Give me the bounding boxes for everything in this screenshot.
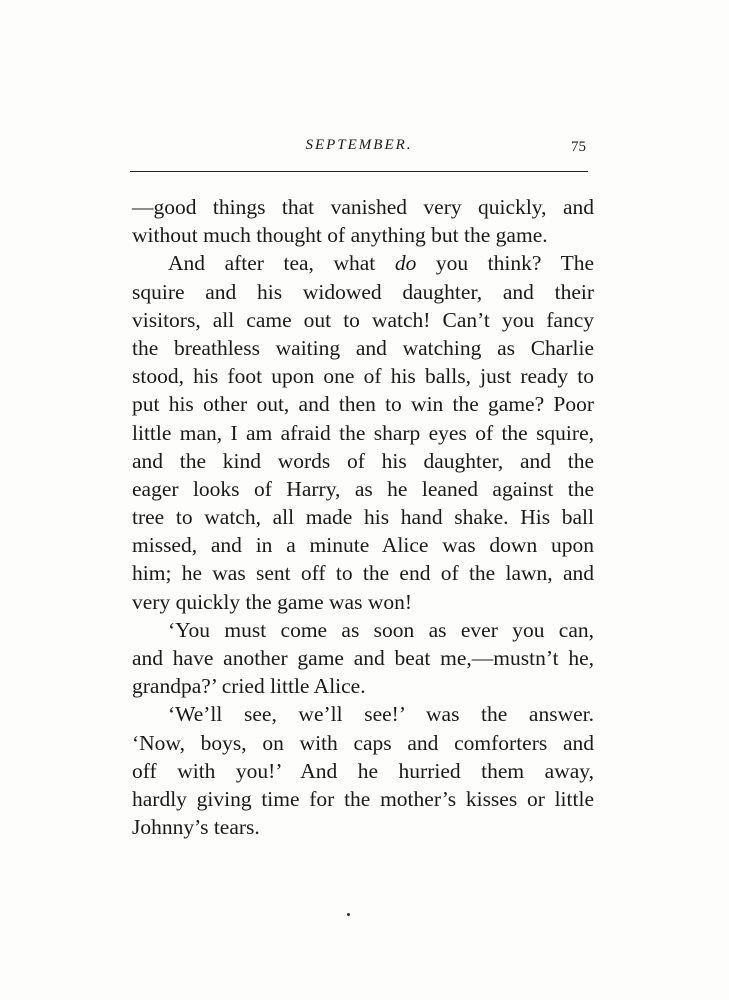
text-segment: And after tea, what — [168, 251, 395, 276]
text-line: eager looks of Harry, as he leaned against the — [132, 476, 594, 501]
text-line: and the kind words of his daughter, and the — [132, 448, 594, 473]
text-line: little man, I am afraid the sharp eyes of the squire, — [132, 420, 594, 445]
text-line: squire and his widowed daughter, and their — [132, 279, 594, 304]
body-text — [132, 193, 594, 841]
text-line: without much thought of anything but the game. — [132, 223, 548, 248]
italic-word: do — [394, 251, 417, 276]
ink-speck — [347, 913, 350, 916]
text-line: stood, his foot upon one of his balls, just ready to — [132, 364, 594, 389]
text-line: ‘We’ll see, we’ll see!’ was the answer. — [168, 702, 594, 727]
text-line: grandpa?’ cried little Alice. — [132, 674, 366, 699]
text-line: tree to watch, all made his hand shake. His ball — [132, 505, 594, 530]
text-line: the breathless waiting and watching as Charlie — [132, 335, 594, 360]
text-line: ‘You must come as soon as ever you can, — [168, 617, 594, 642]
text-line: him; he was sent off to the end of the lawn, and — [132, 561, 594, 586]
text-line: ‘Now, boys, on with caps and comforters and — [132, 730, 594, 755]
text-line: very quickly the game was won! — [132, 589, 413, 614]
text-line: put his other out, and then to win the game? Poor — [132, 392, 594, 417]
running-title: SEPTEMBER. — [305, 137, 413, 153]
text-line: Johnny’s tears. — [132, 815, 260, 840]
page-header — [130, 136, 588, 160]
text-line: and have another game and beat me,—mustn’t he, — [132, 646, 594, 670]
header-rule — [130, 171, 588, 172]
text-line: missed, and in a minute Alice was down upon — [132, 533, 594, 558]
text-line: hardly giving time for the mother’s kisses or little — [132, 786, 594, 811]
page-number: 75 — [571, 139, 586, 155]
text-line: off with you!’ And he hurried them away, — [132, 758, 594, 783]
text-segment: you think? The — [416, 251, 594, 276]
text-line: visitors, all came out to watch! Can’t you fancy — [132, 307, 594, 332]
text-line: —good things that vanished very quickly, and — [132, 195, 594, 219]
text-line — [132, 249, 594, 277]
